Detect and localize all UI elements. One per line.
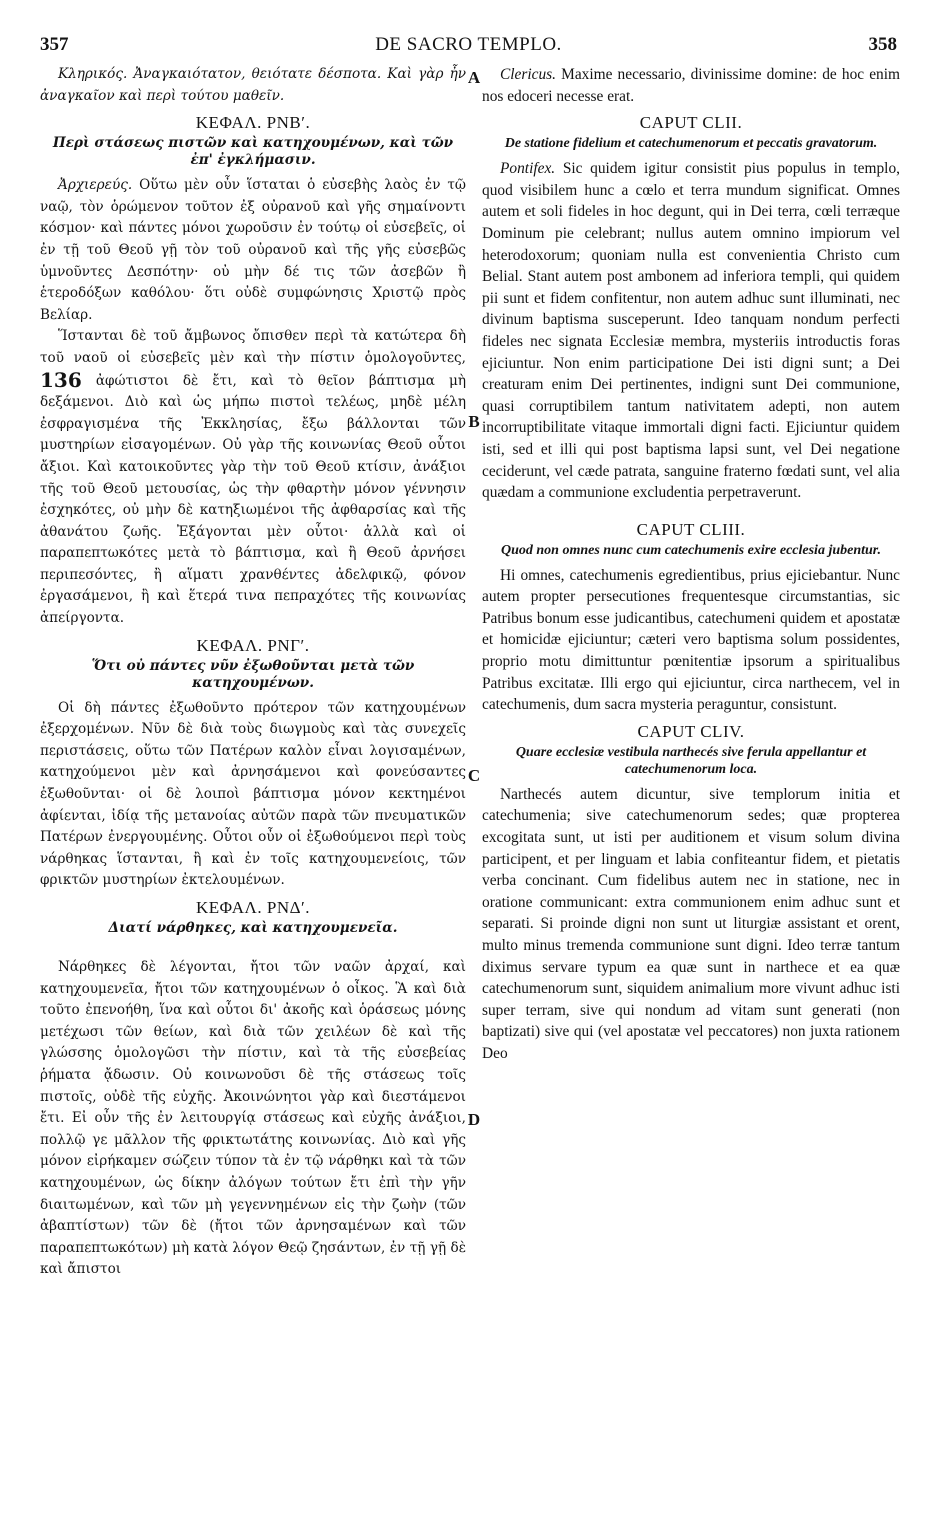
greek-chapter-154-heading: ΚΕΦΑΛ. ΡΝΔʹ. bbox=[195, 898, 310, 917]
latin-column bbox=[482, 64, 900, 1065]
greek-chapter-153-heading: ΚΕΦΑΛ. ΡΝΓʹ. bbox=[196, 635, 310, 655]
column-number: 136 bbox=[40, 367, 82, 392]
greek-text: Ἵστανται δὲ τοῦ ἄμβωνος ὄπισθεν περὶ τὰ κατώτερα δὴ τοῦ ναοῦ οἱ εὐσεβεῖς μὲν καὶ τὴν πίστιν ὁμολογοῦντες, bbox=[40, 328, 466, 366]
latin-chapter-154-paragraph: Narthecés autem dicuntur, sive templorum initia et catechumenia; sive catechumenorum sedes; quæ propterea excogitata sunt, ut isti per auditionem et visum solum divina participent, et per linguam et labia confiteantur fidem, et pietatis verba concinant. Cum fidelibus autem nec in statione, nec in oratione communicant: extra communionem enim adhuc sunt et separati. Si proinde digni non sunt ut liturgiæ assistant et orent, multo minus tremenda communione sunt digni. Ideo terræ tantum diximus servare typum ea quæ sunt in narthece et ea quæ catechumenorum sunt, siquidem animalium more vivunt adhuc isti super terram, sive qui nondum ad vitam sunt generati (non baptizati) sive qui (vel apostatæ vel peccatores) non juxta rationem Deo bbox=[482, 785, 900, 1062]
greek-chapter-153-paragraph: Οἱ δὴ πάντες ἐξωθοῦντο πρότερον τῶν κατηχουμένων ἐξερχομένων. Νῦν δὲ διὰ τοὺς διωγμοὺς καὶ τὰς συνεχεῖς περιστάσεις, οὕτω τῶν Πατέρων καλὸν εἶναι λογισαμένων, κατηχούμενοι μὲν καὶ ἀρνησάμενοι καὶ φονεύσαντες ἐξωθοῦνται· οἱ δὲ λοιποὶ βάπτισμα μόνον κεκτημένοι ἀφίενται, ἰδίᾳ τῆς μετανοίας αὐτῶν παρὰ τῶν πνευματικῶν Πατέρων ἐνεργουμένης. Οὗτοι οὖν οἱ ἐξωθούμενοι περὶ τοὺς νάρθηκας ἵστανται, ἢ καὶ ἐν τοῖς κατηχουμενείοις, τῶν φρικτῶν μυστηρίων ἐκτελουμένων. bbox=[40, 699, 466, 889]
greek-intro-speaker: Κληρικός. bbox=[58, 66, 128, 82]
greek-intro bbox=[40, 64, 466, 107]
greek-intro-text: Ἀναγκαιότατον, θειότατε δέσποτα. Καὶ γὰρ ἦν ἀναγκαῖον καὶ περὶ τούτου μαθεῖν. bbox=[40, 66, 466, 104]
latin-chapter-152-paragraph bbox=[482, 158, 900, 504]
latin-chapter-153-title: Quod non omnes nunc cum catechumenis exire ecclesia jubentur. bbox=[501, 542, 881, 558]
greek-chapter-152-paragraph-1 bbox=[40, 175, 466, 326]
latin-chapter-152-title: De statione fidelium et catechumenorum et peccatis gravatorum. bbox=[504, 136, 878, 152]
greek-chapter-152-title: Περὶ στάσεως πιστῶν καὶ κατηχουμένων, καὶ τῶν ἐπ' ἐγκλήμασιν. bbox=[52, 135, 454, 169]
greek-text: ἀφώτιστοι δὲ ἔτι, καὶ τὸ θεῖον βάπτισμα μὴ δεξάμενοι. Διὸ καὶ ὡς μήπω πιστοὶ τελέως, μηδὲ μέλη ἐσφραγισμένα τῆς Ἐκκλησίας, ἔξω βάλλονται τῶν μυστηρίων εἰσαγομένων. Οὐ γὰρ τῆς κοινωνίας Θεοῦ οὗτοι ἄξιοι. Καὶ κατοικοῦντες γὰρ τὴν τοῦ Θεοῦ κτίσιν, ἀνάξιοι τῆς τοῦ Θεοῦ μετουσίας, ὡς τὴν φθαρτὴν μόνον γέννησιν ἐσχηκότες, οὐ μὴν δὲ κατηξιωμένοι τῆς ἀφθαρσίας καὶ τῆς ἀθανάτου ζωῆς. Ἐξάγονται μὲν οὗτοι· ἀλλὰ καὶ οἱ παραπεπτωκότες μετὰ τὸ βάπτισμα, καὶ ἢ Θεοῦ ἀρνήσει περιπεσόντες, ἢ αἵματι χρανθέντες ἀδελφικῷ, φόνον ἐργασάμενοι, ἢ καὶ ἕτερά τινα πεπραχότες τῆς κοινωνίας ἀπείργοντα. bbox=[40, 372, 467, 627]
latin-chapter-153-heading: CAPUT CLIII. bbox=[636, 519, 746, 539]
margin-letter-c: C bbox=[467, 766, 481, 785]
greek-speaker: Ἀρχιερεύς. bbox=[58, 177, 133, 194]
page-number-left: 357 bbox=[40, 34, 69, 55]
latin-chapter-154-heading: CAPUT CLIV. bbox=[637, 721, 745, 741]
page-number-right: 358 bbox=[868, 34, 897, 55]
greek-chapter-152-heading: ΚΕΦΑΛ. ΡΝΒʹ. bbox=[195, 113, 311, 133]
greek-chapter-152-paragraph-2 bbox=[40, 326, 466, 629]
running-head bbox=[40, 34, 897, 58]
latin-speaker: Pontifex. bbox=[500, 160, 556, 178]
spacer bbox=[40, 943, 466, 957]
latin-intro-text: Maxime necessario, divinissime domine: de hoc enim nos edoceri necesse erat. bbox=[482, 66, 900, 105]
greek-text: Οὕτω μὲν οὖν ἵσταται ὁ εὐσεβὴς λαὸς ἐν τῷ ναῷ, τὸν ὁρώμενον τοῦτον ἐξ οὐρανοῦ καὶ γῆς σημαίνοντι κόσμον· καὶ πάντες μόνοι χωροῦσιν ἐν τούτῳ οἱ εὐσεβεῖς, οἱ ἐν τῇ τοῦ Θεοῦ γῇ τὸν τοῦ οὐρανοῦ καὶ τῆς γῆς εὐσεβῶς ὑμνοῦντες Δεσπότην· οὐ μὴν δέ τις τῶν ἀσεβῶν ἢ ἑτεροδόξων καθόλου· ὅτι οὐδὲ συμφώνησις Χριστῷ πρὸς Βελίαρ. bbox=[40, 177, 466, 323]
latin-text: Sic quidem igitur consistit pius populus in templo, quod visibilem hunc a cœlo et terra mundum significat. Omnes autem et soli fideles in hoc degunt, qui in Dei terra, cœli terræque Dominum pie celebrant; nullus autem omnino impiorum vel heterodoxorum; quoniam nulla est convenientia Christo cum Belial. Stant autem post ambonem ad inferiora templi, qui quidem pii sunt et fidem confitentur, non autem adhuc sunt illuminati, nec divinum baptisma susceperunt. Ideo tanquam nondum perfecti fideles nec signata Ecclesiæ membra, mysteriis introductis foras ejiciuntur. Non enim participatione Dei isti digni sunt; a Dei creaturam enim Dei pertinentes, indigni sunt Dei communione, quasi corruptibilem tantum nativitatem adepti, non autem incorruptibilitate vitaque immortali digni facti. Ejiciuntur quidem isti, sed et illi qui post baptisma lapsi sunt, vel Dei negatione ceciderunt, vel cæde patrata, sanguine fraterno fœdati sunt, vel alia quædam a communione excludentia perpetraverunt. bbox=[482, 160, 900, 502]
latin-chapter-153-paragraph: Hi omnes, catechumenis egredientibus, prius ejiciebantur. Nunc autem propter persecutiones frequentesque circumstantias, sic Patribus bonum esse judicantibus, catechumeni quidem et apostatæ et homicidæ ejiciuntur; cæteri vero baptisma solum possidentes, proprio motu dimittuntur pœnitentiæ ipsorum a spiritualibus Patribus excitatæ. Illi ergo qui ejiciuntur, circa narthecem, vel in catechumenis, dum sacra mysteria peraguntur, consistunt. bbox=[482, 566, 900, 714]
greek-chapter-154-title: Διατί νάρθηκες, καὶ κατηχουμενεῖα. bbox=[108, 920, 398, 936]
latin-chapter-154-title: Quare ecclesiæ vestibula narthecés sive ferula appellantur et catechumenorum loca. bbox=[515, 744, 867, 777]
running-title: DE SACRO TEMPLO. bbox=[375, 34, 562, 55]
greek-chapter-153-title: Ὅτι οὐ πάντες νῦν ἐξωθοῦνται μετὰ τῶν κατηχουμένων. bbox=[91, 657, 415, 691]
latin-intro bbox=[482, 64, 900, 107]
margin-letter-b: B bbox=[468, 412, 480, 431]
latin-chapter-152-heading: CAPUT CLII. bbox=[639, 113, 743, 133]
margin-letter-a: A bbox=[467, 68, 481, 87]
margin-letter-d: D bbox=[467, 1110, 481, 1129]
latin-intro-speaker: Clericus. bbox=[500, 66, 557, 83]
greek-chapter-154-paragraph: Νάρθηκες δὲ λέγονται, ἤτοι τῶν ναῶν ἀρχαί, καὶ κατηχουμενεῖα, ἤτοι τῶν κατηχουμένων ὁ οἶκος. Ἃ καὶ διὰ τοῦτο ἐπενοήθη, ἵνα καὶ οὗτοι δι' ἀκοῆς καὶ ὁράσεως μόνης μετέχωσι τῶν θείων, καὶ διὰ τῶν χειλέων δὲ καὶ τῆς γλώσσης ὁμολογῶσι τὴν πίστιν, καὶ τὰ τῆς εὐσεβείας ῥήματα ᾄδωσιν. Οὐ κοινωνοῦσι δὲ τῆς στάσεως τοῖς πιστοῖς, οὐδὲ τῆς εὐχῆς. Ἀκοινώνητοι γὰρ καὶ διεστάμενοι ἔτι. Εἰ οὖν τῆς ἐν λειτουργίᾳ στάσεως καὶ εὐχῆς ἀνάξιοι, πολλῷ γε μᾶλλον τῆς φρικτωτάτης κοινωνίας. Διὸ καὶ γῆς μόνον εἰρήκαμεν σώζειν τύπον τὰ ἐν τῷ νάρθηκι καὶ τὰ τῶν κατηχουμένων, ὡς δίκην ἀλόγων τούτων ἔτι ἐπὶ τὴν γῆν διαιτωμένων, καὶ τῶν μὴ γεγεννημένων εἰς τὴν ζωὴν (τῶν ἀβαπτίστων) τῶν δὲ (ἤτοι τῶν ἀρνησαμένων καὶ τῶν παραπεπτωκότων) μὴ κατὰ λόγον Θεῷ ζησάντων, ἐν τῇ γῇ δὲ καὶ ἄπιστοι bbox=[40, 959, 466, 1278]
greek-column bbox=[40, 64, 466, 1281]
